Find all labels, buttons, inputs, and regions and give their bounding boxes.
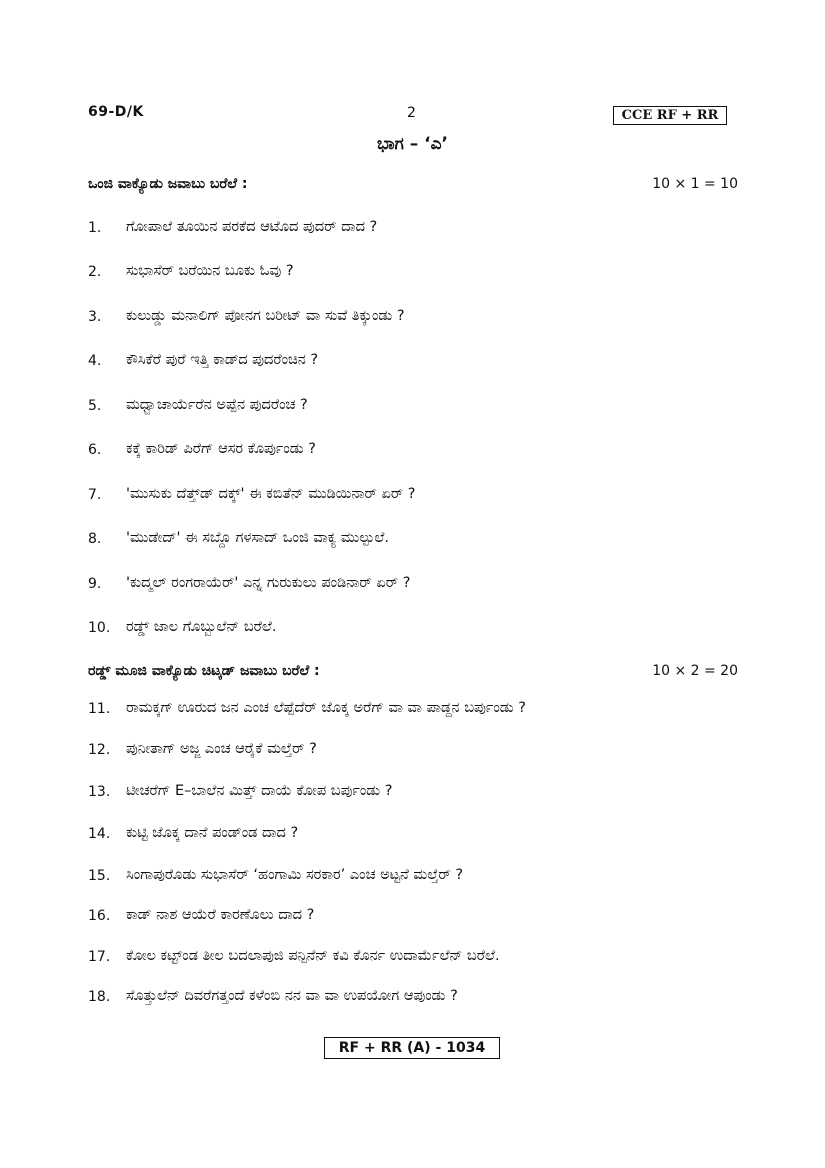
- question-text: ಕಾಡ್ ನಾಶ ಆಯೆರೆ ಕಾರಣೊಲು ದಾದ ?: [126, 907, 315, 923]
- question-text: ಸಿಂಗಾಪುರೊಡು ಸುಭಾಸೆರ್ ‘ಹಂಗಾಮಿ ಸರಕಾರ’ ಎಂಚ ಅಟ್ಟನೆ ಮಲ್ತೆರ್ ?: [126, 867, 464, 883]
- question-number: 5.: [88, 398, 102, 414]
- question-text: ಕುಟ್ಟಿ ಜೊಕ್ಕ ದಾನೆ ಪಂಡ್ಂಡ ದಾದ ?: [126, 825, 299, 841]
- footer-code-box: RF + RR (A) - 1034: [324, 1037, 500, 1059]
- page-number: 2: [407, 105, 416, 121]
- question-number: 10.: [88, 620, 111, 636]
- question-number: 15.: [88, 868, 111, 884]
- paper-code: 69-D/K: [88, 104, 144, 120]
- question-number: 11.: [88, 701, 111, 717]
- question-number: 16.: [88, 908, 111, 924]
- question-text: ರಾಮಕ್ಕಗ್ ಊರುದ ಜನ ಎಂಚ ಲೆಪ್ಪೆದೆರ್ ಜೊಕ್ಕ ಅರೆಗ್ ವಾ ವಾ ಪಾಡ್ದನ ಬರ್ಪುಂಡು ?: [126, 700, 526, 716]
- question-text: ಟೀಚರೆಗ್ E–ಬಾಲೆನ ಮಿತ್ತ್ ದಾಯೆ ಕೋಪ ಬರ್ಪುಂಡು ?: [126, 783, 393, 799]
- question-text: ಸೊತ್ತುಲೆನ್ ದಿವರೆಗತ್ತಂದೆ ಕಳೆಂಬಿ ನನ ವಾ ವಾ ಉಪಯೋಗ ಆಪುಂಡು ?: [126, 988, 458, 1004]
- question-text: ಗೋಪಾಲೆ ತೂಯಿನ ಪರಕೆದ ಆಟೊದ ಪುದರ್ ದಾದ ?: [126, 219, 378, 235]
- question-text: 'ಮುಸುಕು ದೆತ್ತ್‌ಡ್ ದಕ್ಕ್' ಈ ಕಬಿತೆನ್ ಮುಡಿಯಿನಾರ್ ಏರ್ ?: [126, 486, 416, 502]
- question-number: 18.: [88, 989, 111, 1005]
- question-text: 'ಮುಡೇದ್' ಈ ಸಬ್ದೊ ಗಳಸಾದ್ ಒಂಜಿ ವಾಕ್ಯ ಮುಲ್ಪುಲೆ.: [126, 530, 389, 546]
- section-b-heading: ರಡ್ಡ್ ಮೂಜಿ ವಾಕ್ಯೊಡು ಚಿಟ್ಕಡ್ ಜವಾಬು ಬರೆಲೆ :: [88, 663, 320, 679]
- part-title: ಭಾಗ – ‘ಎ’: [377, 134, 448, 154]
- question-text: ಕಕ್ಕೆ ಕಾರಿಡ್ ಪಿರೆಗ್ ಆಸರ ಕೊರ್ಪುಂಡು ?: [126, 441, 316, 457]
- question-text: ರಡ್ಡ್ ಜಾಲ ಗೊಬ್ಬುಲೆನ್ ಬರೆಲೆ.: [126, 619, 277, 635]
- question-text: ಸುಭಾಸೆರ್ ಬರೆಯಿನ ಬೂಕು ಓವು ?: [126, 263, 294, 279]
- question-number: 13.: [88, 784, 111, 800]
- question-text: ಕುಲುಡ್ಡು ಮನಾಲಿಗ್ ಪೋನಗ ಬರೀಟ್ ವಾ ಸುವೆ ತಿಕ್ಕುಂಡು ?: [126, 308, 405, 324]
- section-a-marks: 10 × 1 = 10: [652, 176, 738, 192]
- question-text: ಪುನೀತಾಗ್ ಅಜ್ಜ ಎಂಚ ಆರೈಕೆ ಮಲ್ತೆರ್ ?: [126, 741, 317, 757]
- question-number: 7.: [88, 487, 102, 503]
- question-number: 8.: [88, 531, 102, 547]
- question-number: 9.: [88, 576, 102, 592]
- question-number: 6.: [88, 442, 102, 458]
- question-number: 1.: [88, 220, 102, 236]
- question-text: ಕೋಲ ಕಟ್ಟ್‌ಂಡ ತೀಲ ಬದಲಾಪುಜಿ ಪನ್ಪಿನೆನ್ ಕವಿ ಕೊರ್ನ ಉದಾರ್ಮೆಲೆನ್ ಬರೆಲೆ.: [126, 948, 500, 964]
- question-number: 3.: [88, 309, 102, 325]
- question-number: 14.: [88, 826, 111, 842]
- question-text: ಮಧ್ವಾಚಾರ್ಯೆರೆನ ಅಪ್ಪೆನ ಪುದರೆಂಚ ?: [126, 397, 308, 413]
- stream-box: CCE RF + RR: [613, 106, 727, 125]
- section-b-marks: 10 × 2 = 20: [652, 663, 738, 679]
- question-number: 2.: [88, 264, 102, 280]
- question-text: ಕೌಸಿಕೆರೆ ಪುರೆ ಇತ್ತಿ ಕಾಡ್‍ದ ಪುದರೆಂಚಿನ ?: [126, 352, 319, 368]
- question-number: 4.: [88, 353, 102, 369]
- section-a-heading: ಒಂಜಿ ವಾಕ್ಯೊಡು ಜವಾಬು ಬರೆಲೆ :: [88, 176, 248, 192]
- question-text: 'ಕುದ್ಮಲ್ ರಂಗರಾಯೆರ್' ಎನ್ನ ಗುರುಕುಲು ಪಂಡಿನಾರ್ ಏರ್ ?: [126, 575, 411, 591]
- question-number: 17.: [88, 949, 111, 965]
- question-number: 12.: [88, 742, 111, 758]
